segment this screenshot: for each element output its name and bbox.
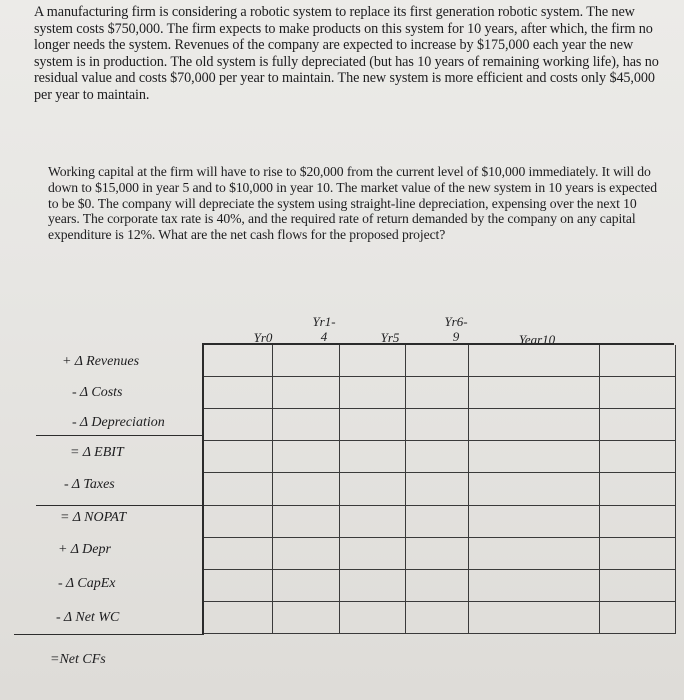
table-cell[interactable] [273, 570, 340, 602]
total-rule-net-cfs [14, 634, 204, 635]
table-cell[interactable] [406, 506, 469, 538]
table-cell[interactable] [340, 538, 406, 570]
table-cell[interactable] [469, 506, 600, 538]
table-cell[interactable] [469, 377, 600, 409]
table-cell[interactable] [204, 441, 273, 473]
row-label-ebit: = Δ EBIT [70, 445, 124, 460]
table-cell[interactable] [600, 345, 676, 377]
table-cell[interactable] [273, 409, 340, 441]
table-cell[interactable] [469, 409, 600, 441]
row-label-nopat: = Δ NOPAT [60, 510, 127, 525]
table-cell[interactable] [600, 441, 676, 473]
row-label-taxes: - Δ Taxes [64, 477, 115, 492]
table-cell[interactable] [340, 570, 406, 602]
column-header-yr6-9 [436, 314, 476, 344]
column-header-year10-line1: Year10 [518, 332, 556, 347]
cash-flow-table-grid [202, 343, 674, 634]
table-cell[interactable] [273, 602, 340, 634]
table-cell[interactable] [340, 602, 406, 634]
row-label-revenues: + Δ Revenues [62, 354, 140, 369]
row-label-net-wc: - Δ Net WC [56, 610, 120, 625]
table-cell[interactable] [469, 473, 600, 505]
table-cell[interactable] [273, 506, 340, 538]
row-label-capex: - Δ CapEx [58, 576, 116, 591]
table-cell[interactable] [406, 377, 469, 409]
table-cell[interactable] [469, 602, 600, 634]
table-cell[interactable] [204, 538, 273, 570]
column-header-yr0-line1: Yr0 [253, 330, 273, 345]
table-cell[interactable] [273, 377, 340, 409]
row-label-depreciation: - Δ Depreciation [72, 415, 165, 430]
table-cell[interactable] [204, 473, 273, 505]
table-cell[interactable] [406, 538, 469, 570]
table-cell[interactable] [340, 473, 406, 505]
table-cell[interactable] [406, 473, 469, 505]
table-cell[interactable] [406, 345, 469, 377]
table-cell[interactable] [204, 570, 273, 602]
table-cell[interactable] [340, 345, 406, 377]
column-header-yr1-4 [304, 314, 344, 344]
table-cell[interactable] [600, 473, 676, 505]
table-cell[interactable] [600, 538, 676, 570]
table-cell[interactable] [273, 473, 340, 505]
table-cell[interactable] [469, 441, 600, 473]
table-cell[interactable] [204, 506, 273, 538]
table-cell[interactable] [204, 345, 273, 377]
table-cell[interactable] [406, 570, 469, 602]
problem-paragraph-2: Working capital at the firm will have to rise to $20,000 from the current level of $10,000 immediately. It will do down to $15,000 in year 5 and to $10,000 in year 10. The market value of the new system in 10 years is expected to be $0. The company will depreciate the system using straight-line depreciation, expensing over the next 10 years. The corporate tax rate is 40%, and the required rate of return demanded by the company on any capital expenditure is 12%. What are the net cash flows for the proposed project? [48, 164, 657, 243]
table-cell[interactable] [204, 377, 273, 409]
subtotal-rule-nopat [36, 505, 204, 506]
row-label-depr: + Δ Depr [58, 542, 111, 557]
table-cell[interactable] [469, 570, 600, 602]
table-cell[interactable] [406, 602, 469, 634]
table-cell[interactable] [469, 345, 600, 377]
table-cell[interactable] [600, 377, 676, 409]
table-cell[interactable] [273, 441, 340, 473]
column-header-yr6-9-line1: Yr6- [444, 314, 468, 329]
table-cell[interactable] [340, 409, 406, 441]
subtotal-rule-ebit [36, 435, 204, 436]
table-cell[interactable] [204, 409, 273, 441]
table-cell[interactable] [273, 345, 340, 377]
column-header-yr1-4-line1: Yr1- [312, 314, 336, 329]
column-header-yr1-4-line2: 4 [320, 329, 328, 344]
table-cell[interactable] [600, 570, 676, 602]
table-cell[interactable] [340, 441, 406, 473]
table-cell[interactable] [204, 602, 273, 634]
table-cell[interactable] [600, 506, 676, 538]
table-cell[interactable] [600, 409, 676, 441]
table-cell[interactable] [600, 602, 676, 634]
row-label-net-cfs: =Net CFs [50, 652, 106, 667]
table-cell[interactable] [273, 538, 340, 570]
table-cell[interactable] [469, 538, 600, 570]
table-cell[interactable] [406, 409, 469, 441]
problem-paragraph-1: A manufacturing firm is considering a robotic system to replace its first generation robotic system. The new system costs $750,000. The firm expects to make products on this system for 10 years, after which, the firm no longer needs the system. Revenues of the company are expected to increase by $175,000 each year the new system is in production. The old system is fully depreciated (but has 10 years of remaining working life), has no residual value and costs $70,000 per year to maintain. The new system is more efficient and costs only $45,000 per year to maintain. [34, 4, 659, 103]
column-header-yr6-9-line2: 9 [452, 329, 460, 344]
column-header-yr5-line1: Yr5 [380, 330, 400, 345]
row-label-costs: - Δ Costs [72, 385, 123, 400]
table-cell[interactable] [406, 441, 469, 473]
table-cell[interactable] [340, 377, 406, 409]
table-cell[interactable] [340, 506, 406, 538]
